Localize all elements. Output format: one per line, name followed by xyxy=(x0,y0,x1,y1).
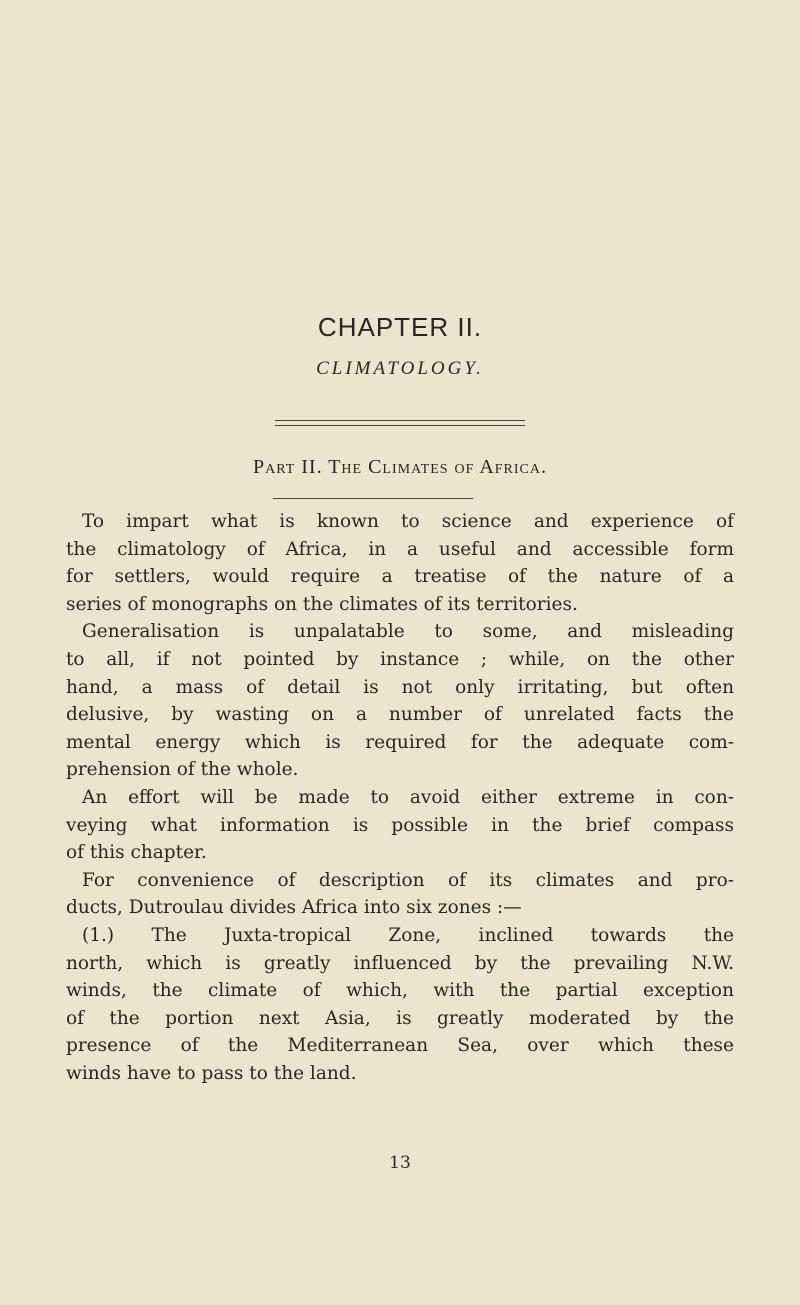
text-line: for settlers, would require a treatise of the nature of a xyxy=(66,566,734,588)
single-rule-divider xyxy=(273,498,473,499)
paragraph-2 xyxy=(66,618,734,784)
text-line: winds have to pass to the land. xyxy=(66,1062,357,1084)
text-line: of the portion next Asia, is greatly moderated by the xyxy=(66,1007,734,1029)
text-line: Generalisation is unpalatable to some, and misleading xyxy=(82,621,734,643)
text-line: presence of the Mediterranean Sea, over which these xyxy=(66,1035,734,1057)
text-line: hand, a mass of detail is not only irritating, but often xyxy=(66,676,734,698)
double-rule-divider xyxy=(275,420,525,426)
text-line: north, which is greatly influenced by the prevailing N.W. xyxy=(66,952,734,974)
part-heading: Part II. The Climates of Africa. xyxy=(252,456,548,478)
text-line: ducts, Dutroulau divides Africa into six zones :— xyxy=(66,897,522,919)
page-number: 13 xyxy=(389,1153,411,1173)
text-line: the climatology of Africa, in a useful and accessible form xyxy=(66,538,734,560)
paragraph-4 xyxy=(66,867,734,922)
text-line: An effort will be made to avoid either extreme in con- xyxy=(82,786,734,808)
chapter-subtitle: CLIMATOLOGY. xyxy=(316,358,484,379)
text-line: to all, if not pointed by instance ; while, on the other xyxy=(66,648,734,670)
text-line: For convenience of description of its climates and pro- xyxy=(82,869,734,891)
paragraph-5 xyxy=(66,922,734,1088)
text-line: veying what information is possible in the brief compass xyxy=(66,814,734,836)
text-line: prehension of the whole. xyxy=(66,759,299,781)
paragraph-1 xyxy=(66,508,734,618)
text-line: (1.) The Juxta-tropical Zone, inclined towards the xyxy=(82,924,734,946)
text-line: winds, the climate of which, with the partial exception xyxy=(66,980,734,1002)
text-line: series of monographs on the climates of its territories. xyxy=(66,593,578,615)
body-text xyxy=(66,508,734,1087)
text-line: mental energy which is required for the adequate com- xyxy=(66,731,734,753)
paragraph-3 xyxy=(66,784,734,867)
text-line: delusive, by wasting on a number of unrelated facts the xyxy=(66,704,734,726)
chapter-title: CHAPTER II. xyxy=(317,312,483,342)
text-line: To impart what is known to science and experience of xyxy=(82,511,734,532)
text-line: of this chapter. xyxy=(66,842,207,864)
